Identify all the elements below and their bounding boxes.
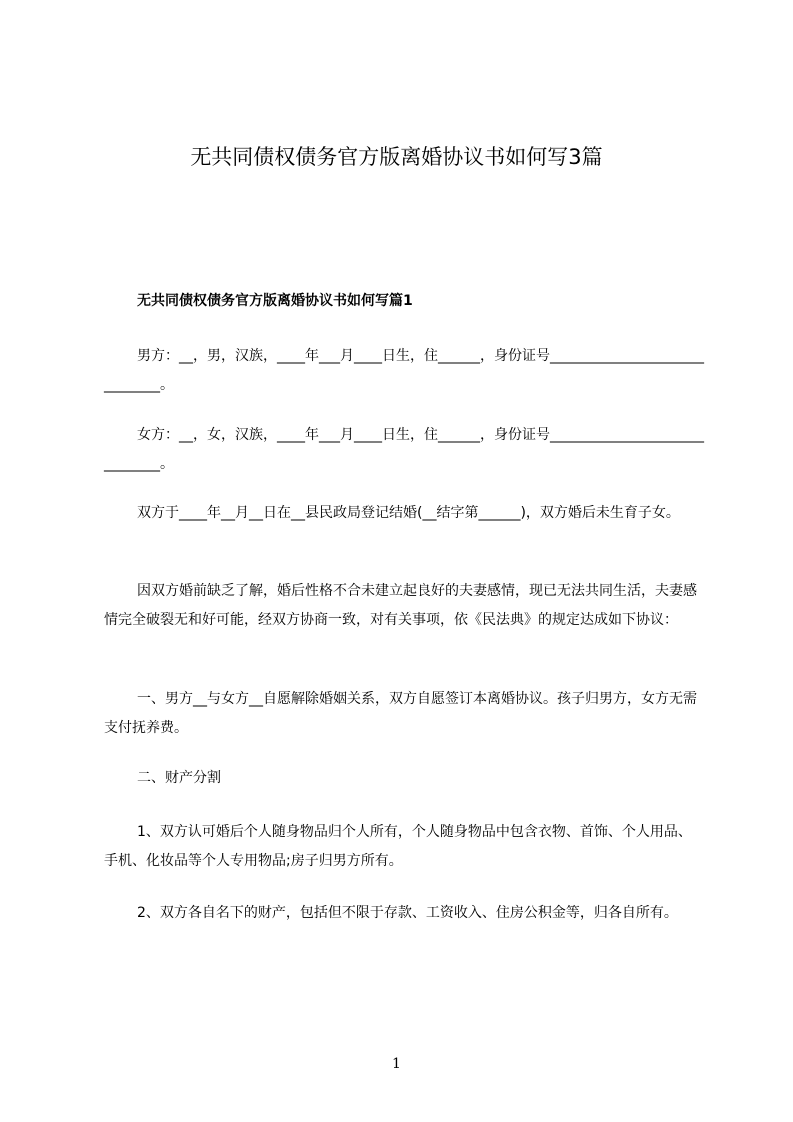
paragraph-female-party: 女方：__，女，汉族，____年___月____日生，住______，身份证号______________________________。 [104,427,704,472]
paragraph-marriage-registration: 双方于____年__月__日在__县民政局登记结婚(__结字第______)，双方婚后未生育子女。 [137,505,680,521]
paragraph-clause-two-heading: 二、财产分割 [137,770,221,786]
paragraph-male-party: 男方：__，男，汉族，____年___月____日生，住______，身份证号______________________________。 [104,348,704,393]
paragraph-property-item-one: 1、双方认可婚后个人随身物品归个人所有，个人随身物品中包含衣物、首饰、个人用品、手机、化妆品等个人专用物品;房子归男方所有。 [104,824,692,869]
document-title: 无共同债权债务官方版离婚协议书如何写3篇 [190,145,603,169]
paragraph-clause-one: 一、男方__与女方__自愿解除婚姻关系，双方自愿签订本离婚协议。孩子归男方，女方无需支付抚养费。 [104,691,697,736]
section-heading: 无共同债权债务官方版离婚协议书如何写篇1 [137,293,413,309]
paragraph-reason: 因双方婚前缺乏了解，婚后性格不合未建立起良好的夫妻感情，现已无法共同生活，夫妻感情完全破裂无和好可能，经双方协商一致，对有关事项，依《民法典》的规定达成如下协议： [104,583,697,628]
page-number: 1 [392,1056,401,1072]
paragraph-property-item-two: 2、双方各自名下的财产，包括但不限于存款、工资收入、住房公积金等，归各自所有。 [137,905,678,921]
